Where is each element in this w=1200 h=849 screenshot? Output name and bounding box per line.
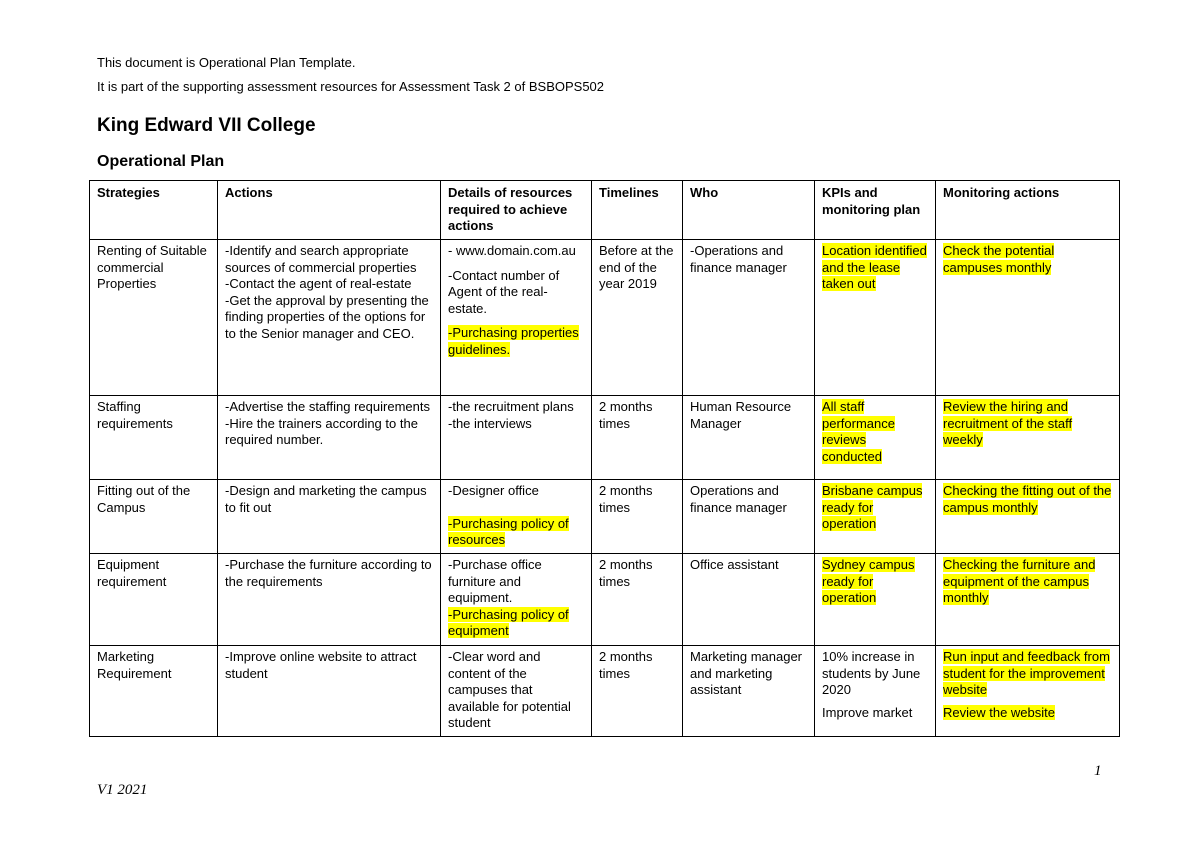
operational-plan-table bbox=[89, 180, 1120, 737]
strategy-cell: Renting of Suitable commercial Properties bbox=[90, 240, 218, 396]
resources-cell: -Clear word and content of the campuses that available for potential student bbox=[441, 646, 592, 737]
strategy-cell: Equipment requirement bbox=[90, 554, 218, 646]
table-row bbox=[90, 646, 1120, 737]
highlighted-text: -Purchasing properties guidelines. bbox=[448, 325, 579, 357]
highlighted-text: All staff performance reviews conducted bbox=[822, 399, 895, 464]
timeline-cell: 2 months times bbox=[592, 554, 683, 646]
highlighted-text: -Purchasing policy of resources bbox=[448, 515, 569, 547]
actions-cell: -Improve online website to attract student bbox=[218, 646, 441, 737]
actions-cell: -Purchase the furniture according to the requirements bbox=[218, 554, 441, 646]
monitoring-cell bbox=[936, 480, 1120, 554]
header-monitoring-actions: Monitoring actions bbox=[936, 181, 1120, 240]
who-cell: Office assistant bbox=[683, 554, 815, 646]
strategy-cell: Staffing requirements bbox=[90, 396, 218, 480]
version-label: V1 2021 bbox=[97, 782, 148, 798]
highlighted-text: Review the hiring and recruitment of the staff weekly bbox=[943, 399, 1073, 447]
page-number: 1 bbox=[1094, 763, 1102, 779]
header-resources: Details of resources required to achieve actions bbox=[441, 181, 592, 240]
who-cell: Operations and finance manager bbox=[683, 480, 815, 554]
monitoring-cell bbox=[936, 396, 1120, 480]
table-row bbox=[90, 480, 1120, 554]
highlighted-text: Run input and feedback from student for the improvement website bbox=[943, 649, 1110, 697]
kpi-cell bbox=[815, 396, 936, 480]
highlighted-text: Sydney campus ready for operation bbox=[822, 557, 915, 605]
who-cell: -Operations and finance manager bbox=[683, 240, 815, 396]
monitoring-cell bbox=[936, 554, 1120, 646]
resources-cell: -the recruitment plans -the interviews bbox=[441, 396, 592, 480]
table-row bbox=[90, 554, 1120, 646]
timeline-cell: 2 months times bbox=[592, 396, 683, 480]
highlighted-text: Check the potential campuses monthly bbox=[943, 243, 1055, 275]
highlighted-text: Checking the furniture and equipment of the campus monthly bbox=[943, 557, 1096, 605]
table-header-row bbox=[90, 181, 1120, 240]
timeline-cell: Before at the end of the year 2019 bbox=[592, 240, 683, 396]
college-name: King Edward VII College bbox=[97, 115, 316, 136]
kpi-cell: 10% increase in students by June 2020 Improve market bbox=[815, 646, 936, 737]
plan-title: Operational Plan bbox=[97, 153, 225, 170]
actions-cell: -Identify and search appropriate sources of commercial properties -Contact the agent of real-estate -Get the approval by presenting the finding properties of the options for to the Senior manager and CEO. bbox=[218, 240, 441, 396]
strategy-cell: Marketing Requirement bbox=[90, 646, 218, 737]
timeline-cell: 2 months times bbox=[592, 480, 683, 554]
highlighted-text: -Purchasing policy of equipment bbox=[448, 606, 569, 638]
table-row bbox=[90, 240, 1120, 396]
table-row bbox=[90, 396, 1120, 480]
actions-cell: -Advertise the staffing requirements -Hire the trainers according to the required number. bbox=[218, 396, 441, 480]
actions-cell: -Design and marketing the campus to fit out bbox=[218, 480, 441, 554]
timeline-cell: 2 months times bbox=[592, 646, 683, 737]
strategy-cell: Fitting out of the Campus bbox=[90, 480, 218, 554]
resources-cell: - www.domain.com.au -Contact number of Agent of the real-estate. -Purchasing properties guidelines. bbox=[441, 240, 592, 396]
header-who: Who bbox=[683, 181, 815, 240]
monitoring-cell bbox=[936, 646, 1120, 737]
header-strategies: Strategies bbox=[90, 181, 218, 240]
who-cell: Marketing manager and marketing assistant bbox=[683, 646, 815, 737]
kpi-cell bbox=[815, 240, 936, 396]
kpi-cell bbox=[815, 554, 936, 646]
resources-cell: -Designer office -Purchasing policy of resources bbox=[441, 480, 592, 554]
intro-line-2: It is part of the supporting assessment resources for Assessment Task 2 of BSBOPS502 bbox=[97, 79, 605, 94]
highlighted-text: Checking the fitting out of the campus monthly bbox=[943, 483, 1112, 515]
highlighted-text: Location identified and the lease taken out bbox=[822, 243, 927, 291]
highlighted-text: Brisbane campus ready for operation bbox=[822, 483, 923, 531]
highlighted-text: Review the website bbox=[943, 704, 1055, 720]
header-timelines: Timelines bbox=[592, 181, 683, 240]
header-actions: Actions bbox=[218, 181, 441, 240]
resources-cell: -Purchase office furniture and equipment. -Purchasing policy of equipment bbox=[441, 554, 592, 646]
header-kpis: KPIs and monitoring plan bbox=[815, 181, 936, 240]
intro-line-1: This document is Operational Plan Template. bbox=[97, 55, 356, 70]
resource-link: - www.domain.com.au bbox=[448, 243, 576, 258]
kpi-cell bbox=[815, 480, 936, 554]
monitoring-cell bbox=[936, 240, 1120, 396]
who-cell: Human Resource Manager bbox=[683, 396, 815, 480]
